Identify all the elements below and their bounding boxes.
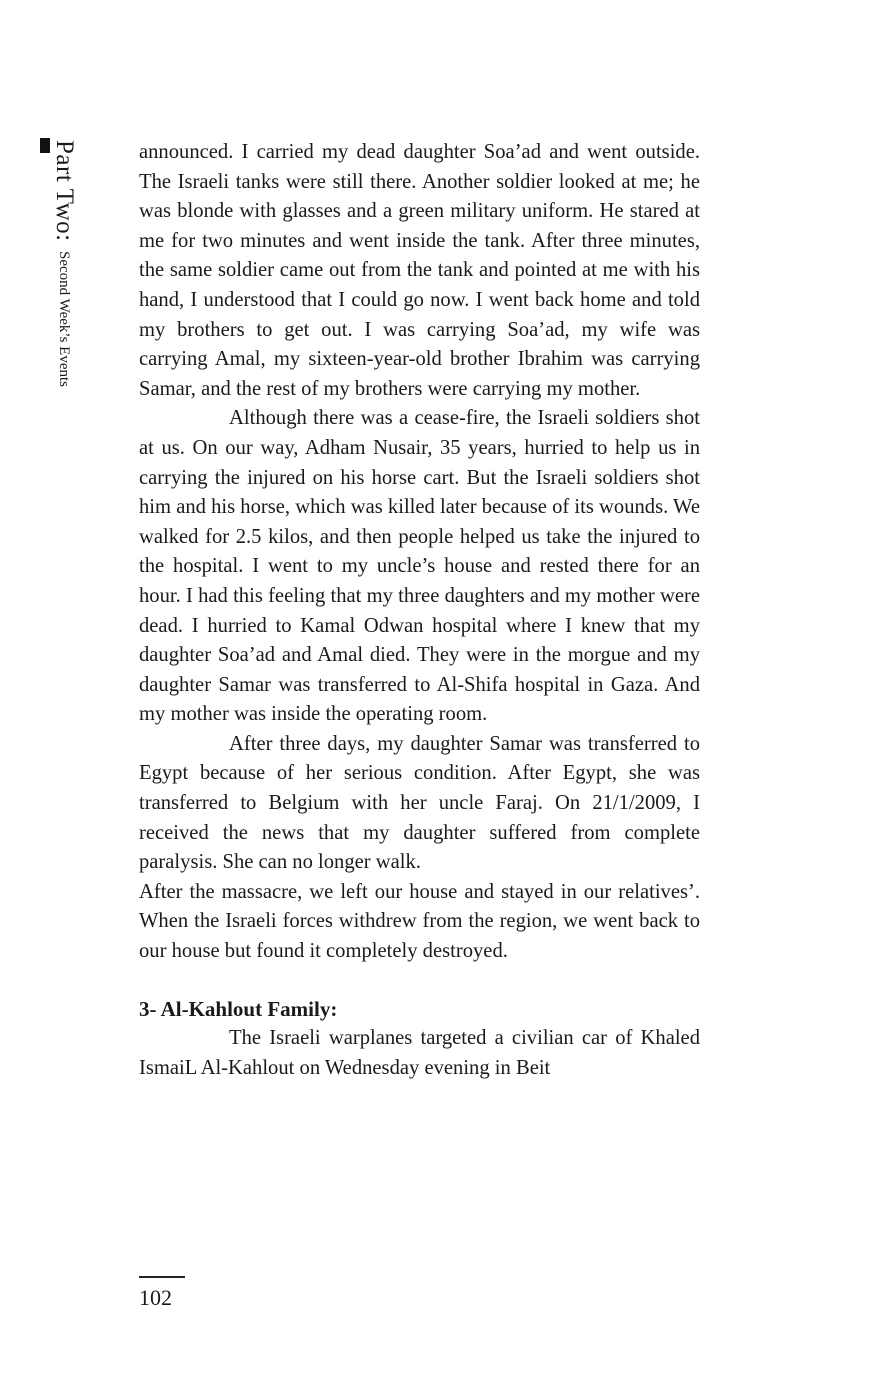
- footer-rule: [139, 1276, 185, 1278]
- paragraph: After the massacre, we left our house and stayed in our relatives’. When the Israeli forces withdrew from the region, we went back to our house but found it completely destroyed.: [139, 880, 700, 963]
- page-number: 102: [139, 1285, 172, 1310]
- running-header: [52, 140, 77, 387]
- running-header-section: Second Week’s Events: [56, 251, 72, 388]
- body-text: [139, 138, 700, 1083]
- running-header-part: Part Two: [51, 140, 78, 235]
- paragraph: The Israeli warplanes targeted a civilian car of Khaled IsmaiL Al-Kahlout on Wednesday evening in Beit: [139, 1027, 700, 1079]
- paragraph: Although there was a cease-fire, the Israeli soldiers shot at us. On our way, Adham Nusair, 35 years, hurried to help us in carrying the injured on his horse cart. But the Israeli soldiers shot him and his horse, which was killed later because of its wounds. We walked for 2.5 kilos, and then people helped us take the injured to the hospital. I went to my uncle’s house and rested there for an hour. I had this feeling that my three daughters and my mother were dead. I hurried to Kamal Odwan hospital where I knew that my daughter Soa’ad and Amal died. They were in the morgue and my daughter Samar was transferred to Al-Shifa hospital in Gaza. And my mother was inside the operating room.: [139, 407, 700, 726]
- paragraph: announced. I carried my dead daughter Soa’ad and went outside. The Israeli tanks were still there. Another soldier looked at me; he was blonde with glasses and a green military uniform. He stared at me for two minutes and went inside the tank. After three minutes, the same soldier came out from the tank and pointed at me with his hand, I understood that I could go now. I went back home and told my brothers to get out. I was carrying Soa’ad, my wife was carrying Amal, my sixteen-year-old brother Ibrahim was carrying Samar, and the rest of my brothers were carrying my mother.: [139, 141, 700, 400]
- section-heading: 3- Al-Kahlout Family:: [139, 996, 338, 1021]
- paragraph: After three days, my daughter Samar was transferred to Egypt because of her serious condition. After Egypt, she was transferred to Belgium with her uncle Faraj. On 21/1/2009, I received the news that my daughter suffered from complete paralysis. She can no longer walk.: [139, 732, 700, 874]
- section-marker-bar: [40, 138, 50, 153]
- running-header-colon: :: [51, 234, 78, 242]
